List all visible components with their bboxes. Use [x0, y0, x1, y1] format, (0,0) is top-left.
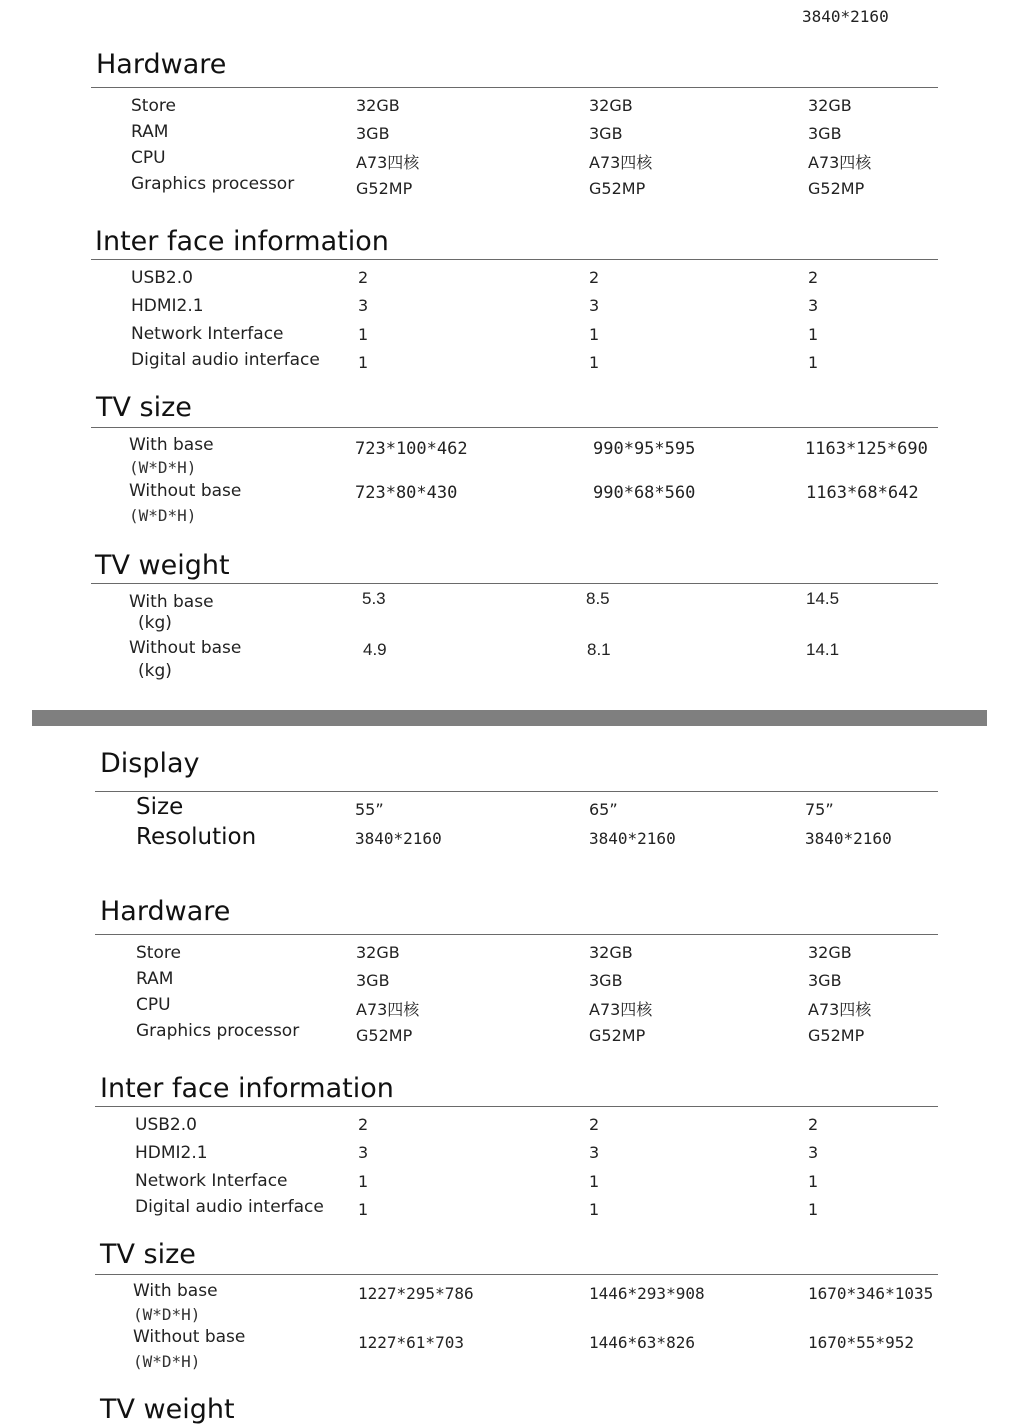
spec-value: 1 — [808, 325, 819, 344]
spec-value: 3GB — [356, 971, 390, 990]
row-unit: (kg) — [138, 661, 172, 681]
spec-value: 3 — [808, 296, 819, 315]
row-label: CPU — [131, 148, 166, 168]
section-divider — [91, 583, 938, 584]
row-label: Graphics processor — [131, 174, 295, 194]
spec-value: 1 — [589, 325, 600, 344]
spec-value: 32GB — [589, 96, 633, 115]
spec-value: 3 — [589, 296, 600, 315]
row-unit: (W*D*H) — [133, 1352, 201, 1371]
row-label: USB2.0 — [135, 1115, 197, 1135]
row-label: Network Interface — [135, 1171, 288, 1191]
spec-value: 1227*295*786 — [358, 1284, 474, 1303]
row-label: RAM — [136, 969, 174, 989]
spec-value: 2 — [808, 268, 819, 287]
spec-value: 3 — [358, 1143, 369, 1162]
section-divider — [91, 87, 938, 88]
row-label: Digital audio interface — [131, 350, 320, 370]
spec-value: 55” — [355, 800, 384, 819]
row-label: Digital audio interface — [135, 1197, 324, 1217]
spec-value: 8.1 — [587, 640, 611, 659]
spec-value: 3GB — [808, 971, 842, 990]
section-divider — [95, 1106, 938, 1107]
section-divider — [91, 427, 938, 428]
spec-value: 1 — [589, 353, 600, 372]
spec-value: A73四核 — [356, 1000, 420, 1019]
row-label: Without base — [129, 481, 242, 501]
spec-value: G52MP — [356, 179, 413, 198]
spec-value: 1446*63*826 — [589, 1333, 695, 1352]
spec-value: 32GB — [356, 943, 400, 962]
row-label: Store — [131, 96, 176, 116]
section-title-tv-size: TV size — [96, 392, 192, 423]
spec-value: 75” — [805, 800, 834, 819]
spec-value: 3840*2160 — [355, 829, 442, 848]
section-title-tv-size: TV size — [100, 1239, 196, 1270]
top-resolution-fragment: 3840*2160 — [802, 7, 889, 26]
row-label: Size — [136, 794, 184, 820]
spec-value: 3GB — [808, 124, 842, 143]
spec-value: A73四核 — [356, 153, 420, 172]
spec-value: 1 — [808, 1172, 819, 1191]
spec-value: 1670*55*952 — [808, 1333, 914, 1352]
spec-value: 3 — [808, 1143, 819, 1162]
spec-value: 2 — [358, 1115, 369, 1134]
row-unit: (W*D*H) — [129, 506, 197, 525]
row-label: HDMI2.1 — [135, 1143, 208, 1163]
spec-value: 2 — [589, 1115, 600, 1134]
spec-value: 1163*125*690 — [805, 439, 928, 459]
spec-value: 1 — [358, 1200, 369, 1219]
spec-value: 4.9 — [363, 640, 387, 659]
section-title-display: Display — [100, 748, 200, 779]
spec-value: 2 — [808, 1115, 819, 1134]
spec-value: G52MP — [589, 179, 646, 198]
spec-value: 1227*61*703 — [358, 1333, 464, 1352]
spec-value: 3840*2160 — [805, 829, 892, 848]
spec-value: 1163*68*642 — [806, 483, 919, 503]
row-label: RAM — [131, 122, 169, 142]
spec-value: 3GB — [589, 971, 623, 990]
row-label: USB2.0 — [131, 268, 193, 288]
spec-value: 1 — [808, 1200, 819, 1219]
spec-value: 3840*2160 — [589, 829, 676, 848]
row-label: Network Interface — [131, 324, 284, 344]
row-label: HDMI2.1 — [131, 296, 204, 316]
spec-value: 32GB — [589, 943, 633, 962]
spec-value: 1 — [358, 353, 369, 372]
spec-value: 3 — [358, 296, 369, 315]
spec-value: 1446*293*908 — [589, 1284, 705, 1303]
section-divider — [95, 791, 938, 792]
spec-value: G52MP — [589, 1026, 646, 1045]
page-divider-bar — [32, 710, 987, 726]
row-unit: (kg) — [138, 613, 172, 633]
row-label: Graphics processor — [136, 1021, 300, 1041]
spec-value: A73四核 — [808, 153, 872, 172]
spec-value: 1670*346*1035 — [808, 1284, 934, 1303]
spec-value: 723*100*462 — [355, 439, 468, 459]
spec-value: A73四核 — [589, 153, 653, 172]
spec-value: G52MP — [356, 1026, 413, 1045]
spec-value: 32GB — [808, 943, 852, 962]
section-title-tv-weight: TV weight — [100, 1394, 235, 1425]
spec-value: 14.1 — [806, 640, 840, 659]
spec-value: G52MP — [808, 1026, 865, 1045]
section-title-interface: Inter face information — [100, 1073, 394, 1104]
spec-value: 3GB — [356, 124, 390, 143]
row-label: With base — [129, 435, 214, 455]
section-title-tv-weight: TV weight — [95, 550, 230, 581]
row-label: With base — [129, 592, 214, 612]
spec-value: 65” — [589, 800, 618, 819]
spec-value: 32GB — [808, 96, 852, 115]
row-unit: (W*D*H) — [133, 1305, 201, 1324]
section-title-hardware: Hardware — [100, 896, 231, 927]
spec-value: 3 — [589, 1143, 600, 1162]
row-label: Without base — [129, 638, 242, 658]
section-divider — [91, 259, 938, 260]
section-title-interface: Inter face information — [95, 226, 389, 257]
spec-value: 1 — [808, 353, 819, 372]
spec-value: 32GB — [356, 96, 400, 115]
spec-value: 1 — [589, 1200, 600, 1219]
section-title-hardware: Hardware — [96, 49, 227, 80]
row-unit: (W*D*H) — [129, 458, 197, 477]
spec-value: 990*68*560 — [593, 483, 696, 503]
row-label: Store — [136, 943, 181, 963]
spec-value: 1 — [589, 1172, 600, 1191]
spec-value: 723*80*430 — [355, 483, 458, 503]
row-label: Without base — [133, 1327, 246, 1347]
row-label: With base — [133, 1281, 218, 1301]
spec-value: A73四核 — [808, 1000, 872, 1019]
spec-value: 990*95*595 — [593, 439, 696, 459]
row-label: CPU — [136, 995, 171, 1015]
spec-value: 8.5 — [586, 589, 610, 608]
spec-value: 3GB — [589, 124, 623, 143]
spec-value: 2 — [358, 268, 369, 287]
spec-value: 5.3 — [362, 589, 386, 608]
spec-value: 1 — [358, 325, 369, 344]
spec-value: 14.5 — [806, 589, 840, 608]
section-divider — [95, 934, 938, 935]
spec-value: 1 — [358, 1172, 369, 1191]
spec-value: A73四核 — [589, 1000, 653, 1019]
spec-value: 2 — [589, 268, 600, 287]
spec-value: G52MP — [808, 179, 865, 198]
row-label: Resolution — [136, 824, 257, 850]
section-divider — [95, 1274, 938, 1275]
